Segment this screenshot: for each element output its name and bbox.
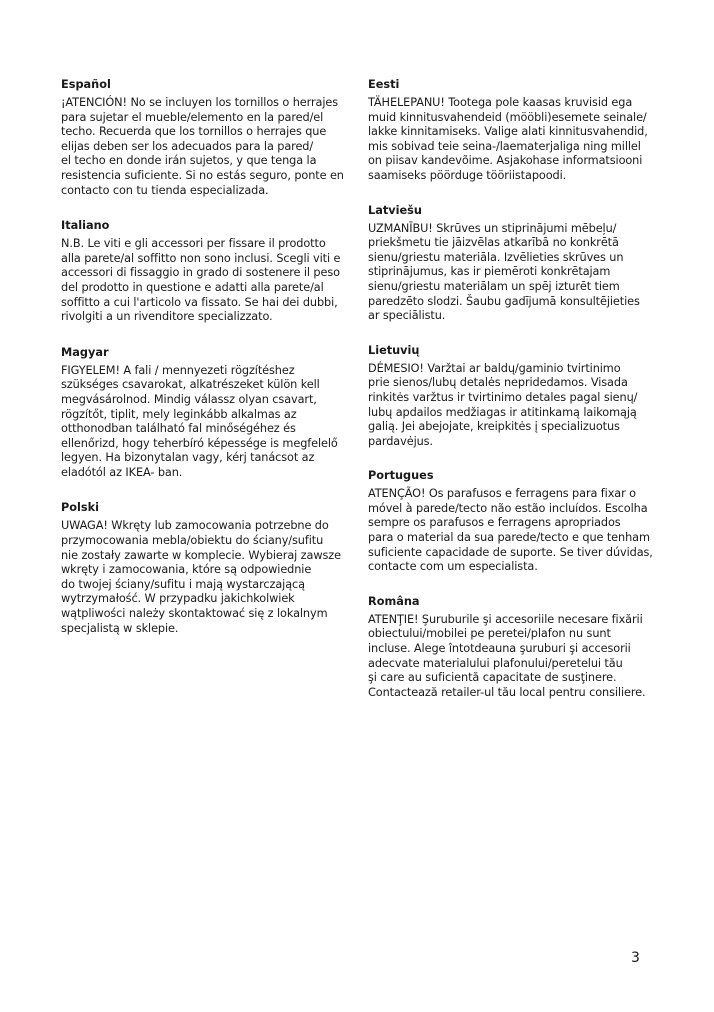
body-text-line: saamiseks pöörduge tööriistapoodi. — [368, 168, 567, 182]
body-text-line: on piisav kandevõime. Asjakohase informatsiooni — [368, 154, 643, 168]
body-text-line: contacto con tu tienda especializada. — [61, 183, 269, 197]
body-text-line: priekšmetu tie jāizvēlas atkarībā no konkrētā — [368, 236, 619, 250]
language-section — [61, 78, 351, 198]
section-heading: Latviešu — [368, 203, 422, 217]
body-text-line: ellenőrizd, hogy teherbíró képessége is megfelelő — [61, 436, 338, 450]
right-column — [368, 58, 658, 700]
body-text-line: specjalistą w sklepie. — [61, 621, 179, 635]
body-text-line: para sujetar el mueble/elemento en la pared/el — [61, 110, 324, 124]
language-section — [368, 469, 658, 575]
body-text-line: para o material da sua parede/tecto e que tenham — [368, 531, 650, 545]
language-section — [61, 501, 351, 636]
body-text-line: şi care au suficientă capacitate de susţinere. — [368, 671, 617, 685]
body-text-line: ar speciālistu. — [368, 309, 446, 323]
body-text-line: wytrzymałość. W przypadku jakichkolwiek — [61, 592, 295, 606]
body-text-line: rivolgiti a un rivenditore specializzato. — [61, 310, 273, 324]
body-text-line: incluse. Alege întotdeauna şuruburi şi accesorii — [368, 642, 631, 656]
body-text-line: sienu/griestu materiālam un spēj izturēt tiem — [368, 279, 620, 293]
body-text-line: pardavėjus. — [368, 434, 433, 448]
section-heading: Italiano — [61, 219, 110, 233]
left-column — [61, 58, 351, 636]
body-text-line: legyen. Ha bizonytalan vagy, kérj tanácsot az — [61, 451, 315, 465]
body-text-line: otthonodban található fal minőségéhez és — [61, 422, 296, 436]
language-section — [368, 78, 658, 184]
body-text-line: galią. Jei abejojate, kreipkitės į specializuotus — [368, 420, 620, 434]
body-text-line: do twojej ściany/sufitu i mają wystarczającą — [61, 577, 305, 591]
body-text-line: przymocowania mebla/obiektu do ściany/sufitu — [61, 534, 324, 548]
body-text-line: techo. Recuerda que los tornillos o herrajes que — [61, 125, 327, 139]
body-text-line: resistencia suficiente. Si no estás seguro, ponte en — [61, 168, 344, 182]
section-heading: Lietuvių — [368, 343, 420, 357]
page-number: 3 — [631, 950, 640, 966]
body-text-line: paredzēto slodzi. Šaubu gadījumā konsultējieties — [368, 294, 640, 308]
section-heading: Portugues — [368, 469, 434, 483]
body-text-line: lakke kinnitamiseks. Valige alati kinnitusvahendid, — [368, 125, 648, 139]
section-heading: Magyar — [61, 345, 109, 359]
body-text-line: adecvate materialului plafonului/peretelui tău — [368, 656, 623, 670]
language-section — [61, 219, 351, 325]
body-text-line: stiprinājumus, kas ir piemēroti konkrētajam — [368, 265, 611, 279]
body-text-line: TÄHELEPANU! Tootega pole kaasas kruvisid ega — [368, 96, 633, 109]
body-text-line: Contactează retailer-ul tău local pentru consiliere. — [368, 685, 646, 699]
section-heading: Polski — [61, 501, 100, 515]
body-text-line: UWAGA! Wkręty lub zamocowania potrzebne do — [61, 519, 329, 533]
body-text-line: accessori di fissaggio in grado di sostenere il peso — [61, 266, 340, 280]
body-text-line: rinkitės varžtus ir tvirtinimo detales pagal sienų/ — [368, 390, 638, 404]
body-text-line: DĖMESIO! Varžtai ar baldų/gaminio tvirtinimo — [368, 361, 621, 375]
body-text-line: el techo en donde irán sujetos, y que tenga la — [61, 154, 317, 168]
body-text-line: wątpliwości należy skontaktować się z lokalnym — [61, 607, 328, 621]
body-text-line: suficiente capacidade de suporte. Se tiver dúvidas, — [368, 545, 653, 559]
body-text-line: sempre os parafusos e ferragens apropriados — [368, 516, 621, 530]
body-text-line: del prodotto in questione e adatti alla parete/al — [61, 280, 324, 294]
language-section — [368, 595, 658, 701]
body-text-line: FIGYELEM! A fali / mennyezeti rögzítéshez — [61, 363, 295, 377]
section-heading: Româna — [368, 594, 420, 608]
body-text-line: alla parete/al soffitto non sono inclusi. Scegli viti e — [61, 251, 341, 265]
body-text-line: szükséges csavarokat, alkatrészeket külön kell — [61, 378, 320, 392]
body-text-line: rögzítőt, tiplit, mely leginkább alkalmas az — [61, 407, 297, 421]
body-text-line: wkręty i zamocowania, które są odpowiednie — [61, 563, 312, 577]
body-text-line: eladótól az IKEA- ban. — [61, 465, 183, 479]
language-section — [61, 346, 351, 481]
body-text-line: mis sobivad teie seina-/laematerjaliga ning millel — [368, 139, 641, 153]
body-text-line: ATENÇÃO! Os parafusos e ferragens para fixar o — [368, 487, 636, 501]
language-section — [368, 204, 658, 324]
body-text-line: ATENŢIE! Şuruburile şi accesoriile necesare fixării — [368, 612, 643, 626]
section-heading: Eesti — [368, 78, 400, 91]
body-text-line: UZMANĪBU! Skrūves un stiprinājumi mēbeļu/ — [368, 221, 617, 235]
body-text-line: muid kinnitusvahendeid (mööbli)esemete seinale/ — [368, 110, 647, 124]
body-text-line: nie zostały zawarte w komplecie. Wybieraj zawsze — [61, 548, 341, 562]
body-text-line: lubų apdailos medžiagas ir atitinkamą laikomąją — [368, 405, 637, 419]
body-text-line: megvásárolnod. Mindig válassz olyan csavart, — [61, 392, 317, 406]
body-text-line: soffitto a cui l'articolo va fissato. Se hai dei dubbi, — [61, 295, 338, 309]
body-text-line: obiectului/mobilei pe peretei/plafon nu sunt — [368, 627, 611, 641]
body-text-line: N.B. Le viti e gli accessori per fissare il prodotto — [61, 237, 326, 251]
body-text-line: prie sienos/lubų detalės nepridedamos. Visada — [368, 376, 628, 390]
body-text-line: sienu/griestu materiāla. Izvēlieties skrūves un — [368, 250, 624, 264]
body-text-line: ¡ATENCIÓN! No se incluyen los tornillos o herrajes — [61, 96, 339, 109]
language-section — [368, 344, 658, 450]
body-text-line: elijas deben ser los adecuados para la pared/ — [61, 139, 314, 153]
section-heading: Español — [61, 78, 111, 91]
body-text-line: contacte com um especialista. — [368, 560, 538, 574]
body-text-line: móvel à parede/tecto não estão incluídos. Escolha — [368, 501, 648, 515]
